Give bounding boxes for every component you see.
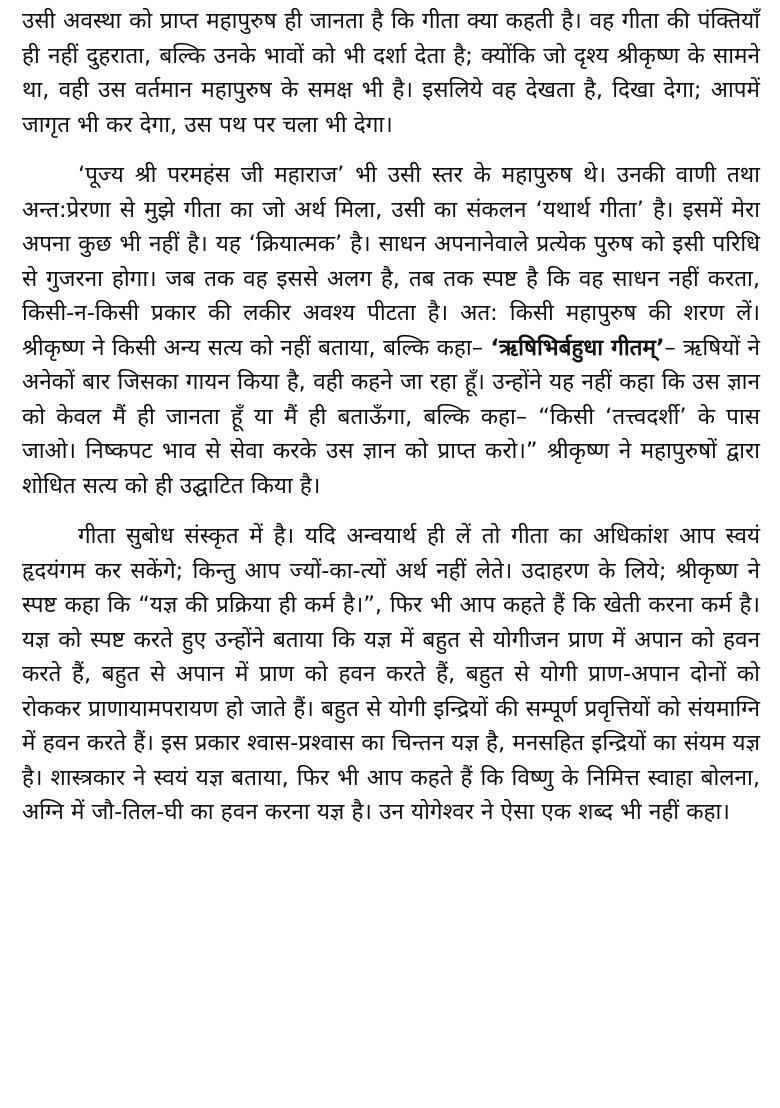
paragraph-1: उसी अवस्था को प्राप्त महापुरुष ही जानता है कि गीता क्या कहती है। वह गीता की पंक्तियाँ ही नहीं दुहराता, बल्कि उनके भावों को भी दर्शा देता है; क्योंकि जो दृश्य श्रीकृष्ण के सामने था, वही उस वर्तमान महापुरुष के समक्ष भी है। इसलिये वह देखता है, दिखा देगा; आपमें जागृत भी कर देगा, उस पथ पर चला भी देगा।	[22, 8, 760, 138]
paragraph-2-text-after: – ऋषियों ने अनेकों बार जिसका गायन किया है, वही कहने जा रहा हूँ। उन्होंने यह नहीं कहा कि उस ज्ञान को केवल मैं ही जानता हूँ या मैं ही बताऊँगा, बल्कि कहा– “किसी ‘तत्त्वदर्शी’ के पास जाओ। निष्कपट भाव से सेवा करके उस ज्ञान को प्राप्त करो।” श्रीकृष्ण ने महापुरुषों द्वारा शोधित सत्य को ही उद्घाटित किया है।	[22, 334, 760, 499]
sanskrit-quote: ‘ऋषिभिर्बहुधा गीतम्’	[490, 334, 665, 361]
document-page	[22, 4, 760, 830]
paragraph-3: गीता सुबोध संस्कृत में है। यदि अन्वयार्थ ही लें तो गीता का अधिकांश आप स्वयं हृदयंगम कर सकेंगे; किन्तु आप ज्यों-का-त्यों अर्थ नहीं लेते। उदाहरण के लिये; श्रीकृष्ण ने स्पष्ट कहा कि “यज्ञ की प्रक्रिया ही कर्म है।”, फिर भी आप कहते हैं कि खेती करना कर्म है। यज्ञ को स्पष्ट करते हुए उन्होंने बताया कि यज्ञ में बहुत से योगीजन प्राण में अपान को हवन करते हैं, बहुत से अपान में प्राण को हवन करते हैं, बहुत से योगी प्राण-अपान दोनों को रोककर प्राणायामपरायण हो जाते हैं। बहुत से योगी इन्द्रियों की सम्पूर्ण प्रवृत्तियों को संयमाग्नि में हवन करते हैं। इस प्रकार श्वास-प्रश्वास का चिन्तन यज्ञ है, मनसहित इन्द्रियों का संयम यज्ञ है। शास्त्रकार ने स्वयं यज्ञ बताया, फिर भी आप कहते हैं कि विष्णु के निमित्त स्वाहा बोलना, अग्नि में जौ-तिल-घी का हवन करना यज्ञ है। उन योगेश्वर ने ऐसा एक शब्द भी नहीं कहा।	[22, 523, 760, 825]
paragraph-2-text-before: ‘पूज्य श्री परमहंस जी महाराज’ भी उसी स्तर के महापुरुष थे। उनकी वाणी तथा अन्त:प्रेरणा से मुझे गीता का जो अर्थ मिला, उसी का संकलन ‘यथार्थ गीता’ है। इसमें मेरा अपना कुछ भी नहीं है। यह ‘क्रियात्मक’ है। साधन अपनानेवाले प्रत्येक पुरुष को इसी परिधि से गुजरना होगा। जब तक वह इससे अलग है, तब तक स्पष्ट है कि वह साधन नहीं करता, किसी-न-किसी प्रकार की लकीर अवश्य पीटता है। अत: किसी महापुरुष की शरण लें। श्रीकृष्ण ने किसी अन्य सत्य को नहीं बताया, बल्कि कहा–	[22, 162, 760, 361]
paragraph-2	[22, 158, 760, 503]
